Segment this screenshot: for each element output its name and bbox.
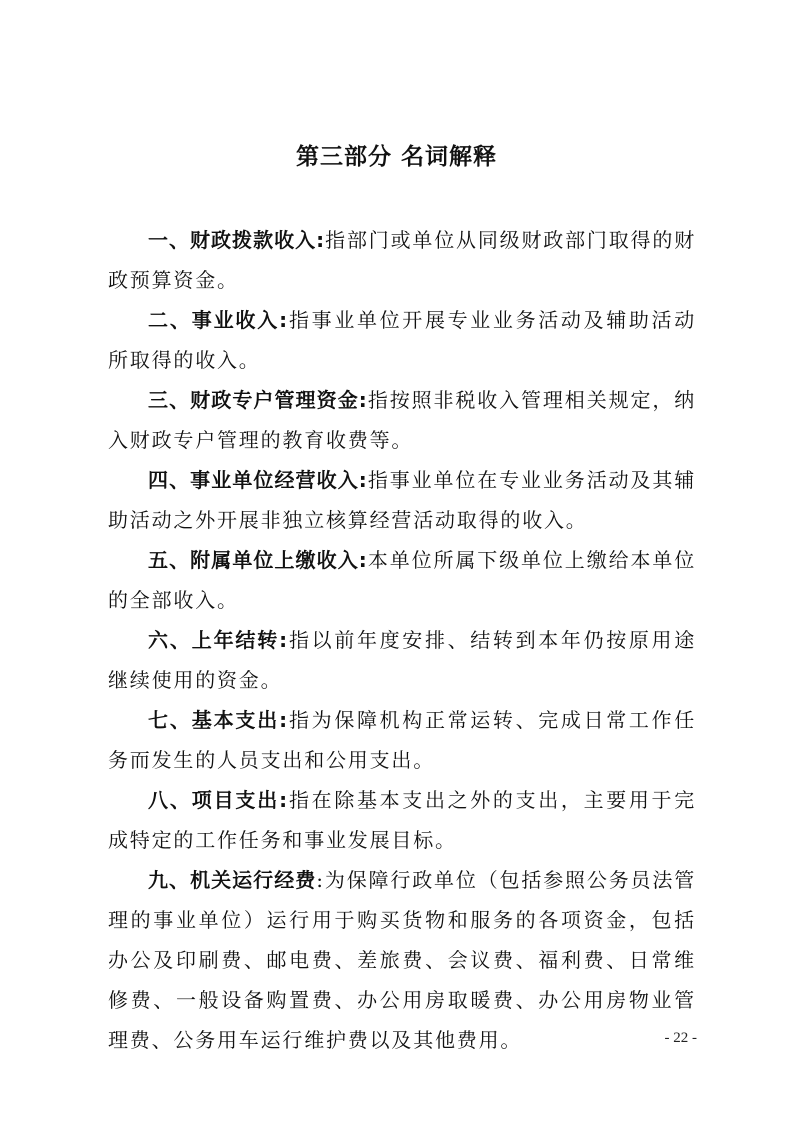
glossary-definition: 指为保障机构正常运转、完成日常工作任务而发生的人员支出和公用支出。 <box>108 708 697 772</box>
glossary-entry-8 <box>108 780 696 860</box>
glossary-definition: 本单位所属下级单位上缴给本单位的全部收入。 <box>108 548 697 612</box>
glossary-term: 三、财政专户管理资金: <box>148 388 368 412</box>
page-number: - 22 - <box>664 1030 697 1046</box>
glossary-definition: 指在除基本支出之外的支出，主要用于完成特定的工作任务和事业发展目标。 <box>108 788 697 852</box>
glossary-definition: 指部门或单位从同级财政部门取得的财政预算资金。 <box>108 228 696 292</box>
glossary-entry-3 <box>108 380 696 460</box>
glossary-entry-2 <box>108 300 696 380</box>
glossary-term: 六、上年结转: <box>148 628 289 652</box>
glossary-body <box>108 220 696 1060</box>
glossary-term: 五、附属单位上缴收入: <box>148 548 368 572</box>
glossary-definition: :为保障行政单位（包括参照公务员法管理的事业单位）运行用于购买货物和服务的各项资金，包括办公及印刷费、邮电费、差旅费、会议费、福利费、日常维修费、一般设备购置费、办公用房取暖费、办公用房物业管理费、公务用车运行维护费以及其他费用。 <box>108 868 697 1052</box>
page-title: 第三部分 名词解释 <box>295 144 497 170</box>
glossary-definition: 指事业单位开展专业业务活动及辅助活动所取得的收入。 <box>108 308 697 372</box>
glossary-term: 八、项目支出: <box>148 788 289 812</box>
glossary-term: 四、事业单位经营收入: <box>148 468 368 492</box>
glossary-entry-5 <box>108 540 696 620</box>
glossary-definition: 指事业单位在专业业务活动及其辅助活动之外开展非独立核算经营活动取得的收入。 <box>108 468 697 532</box>
glossary-entry-1 <box>108 220 696 300</box>
glossary-definition: 指以前年度安排、结转到本年仍按原用途继续使用的资金。 <box>108 628 697 692</box>
glossary-term: 二、事业收入: <box>148 308 289 332</box>
glossary-term: 七、基本支出: <box>148 708 289 732</box>
glossary-term: 一、财政拨款收入: <box>148 228 326 252</box>
glossary-entry-7 <box>108 700 696 780</box>
glossary-entry-4 <box>108 460 696 540</box>
glossary-entry-6 <box>108 620 696 700</box>
glossary-entry-9 <box>108 860 696 1060</box>
glossary-definition: 指按照非税收入管理相关规定，纳入财政专户管理的教育收费等。 <box>108 388 697 452</box>
glossary-term: 九、机关运行经费 <box>148 868 317 892</box>
